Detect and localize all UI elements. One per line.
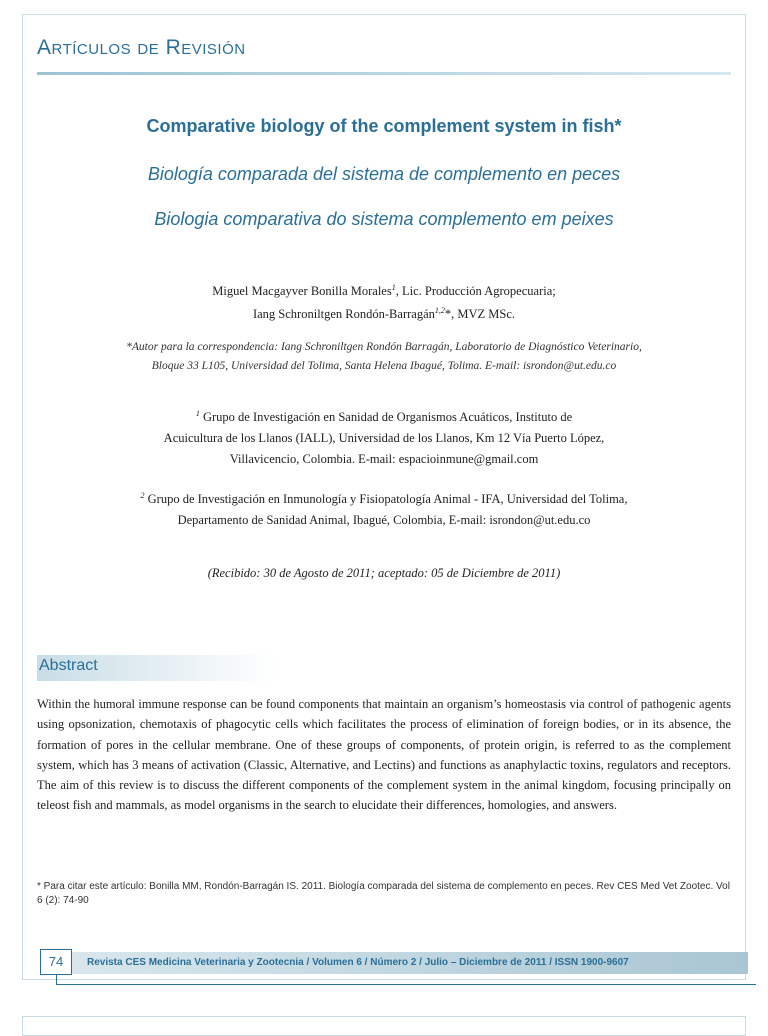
- author-1-degree: , Lic. Producción Agropecuaria;: [395, 284, 556, 299]
- received-dates: (Recibido: 30 de Agosto de 2011; aceptado: 05 de Diciembre de 2011): [207, 566, 561, 580]
- affiliation-1-mark: 1: [195, 409, 200, 418]
- affiliation-2-mark: 2: [140, 491, 145, 500]
- author-1: [0, 278, 768, 301]
- author-1-affiliation-mark: 1: [391, 283, 396, 292]
- next-page-frame: [22, 1016, 746, 1036]
- affiliation-2-line-2: Departamento de Sanidad Animal, Ibagué, Colombia, E-mail: isrondon@ut.edu.co: [177, 513, 591, 528]
- correspondence-note: [0, 338, 768, 376]
- section-divider: [37, 72, 731, 75]
- citation-note: * Para citar este artículo: Bonilla MM, Rondón-Barragán IS. 2011. Biología comparada del sistema de complemento en peces. Rev CES Med Vet Zootec. Vol 6 (2): 74-90: [37, 881, 730, 906]
- article-title-spanish: Biología comparada del sistema de complemento en peces: [147, 164, 621, 184]
- correspondence-line-2: Bloque 33 L105, Universidad del Tolima, Santa Helena Ibagué, Tolima. E-mail: isrondon@ut.edu.co: [151, 360, 617, 372]
- affiliation-2-line-1: Grupo de Investigación en Inmunología y Fisiopatología Animal - IFA, Universidad del Tolima,: [147, 492, 628, 507]
- affiliation-1-line-2: Acuicultura de los Llanos (IALL), Universidad de los Llanos, Km 12 Vía Puerto López,: [163, 431, 605, 446]
- abstract-text: Within the humoral immune response can be found components that maintain an organism’s homeostasis via control of pathogenic agents using opsonization, chemotaxis of phagocytic cells which facilitates the process of elimination of foreign bodies, or in its absence, the formation of pores in the cellular membrane. One of these groups of components, of protein origin, is referred to as the complement system, which has 3 means of activation (Classic, Alternative, and Lectins) and functions as anaphylactic toxins, regulators and receptors. The aim of this review is to discuss the different components of the complement system in the animal kingdom, focusing principally on teleost fish and mammals, as model organisms in the search to elucidate their differences, homologies, and answers.: [37, 697, 731, 813]
- author-2-name: Iang Schroniltgen Rondón-Barragán: [252, 307, 435, 322]
- footer-bracket-horizontal: [56, 984, 756, 985]
- affiliation-2: [0, 485, 768, 531]
- author-2-affiliation-mark: 1,2: [434, 306, 445, 316]
- section-title: Artículos de Revisión: [37, 36, 246, 59]
- author-2: [0, 301, 768, 324]
- author-2-degree: *, MVZ MSc.: [444, 307, 516, 322]
- author-1-name: Miguel Macgayver Bonilla Morales: [212, 284, 392, 299]
- article-title-english: Comparative biology of the complement system in fish*: [146, 116, 622, 136]
- abstract-heading-band: [37, 655, 277, 681]
- page-number: 74: [40, 949, 72, 975]
- article-title-portuguese: Biologia comparativa do sistema complemento em peixes: [154, 209, 614, 229]
- correspondence-line-1: *Autor para la correspondencia: Iang Schroniltgen Rondón Barragán, Laboratorio de Diagnóstico Veterinario,: [126, 341, 642, 353]
- affiliation-1-line-1: Grupo de Investigación en Sanidad de Organismos Acuáticos, Instituto de: [202, 410, 573, 425]
- author-list: [0, 278, 768, 324]
- affiliation-1: [0, 403, 768, 470]
- journal-footer: Revista CES Medicina Veterinaria y Zootecnia / Volumen 6 / Número 2 / Julio – Diciembre de 2011 / ISSN 1900-9607: [87, 957, 629, 968]
- abstract-heading: Abstract: [39, 657, 98, 674]
- affiliation-1-line-3: Villavicencio, Colombia. E-mail: espacioinmune@gmail.com: [229, 452, 539, 467]
